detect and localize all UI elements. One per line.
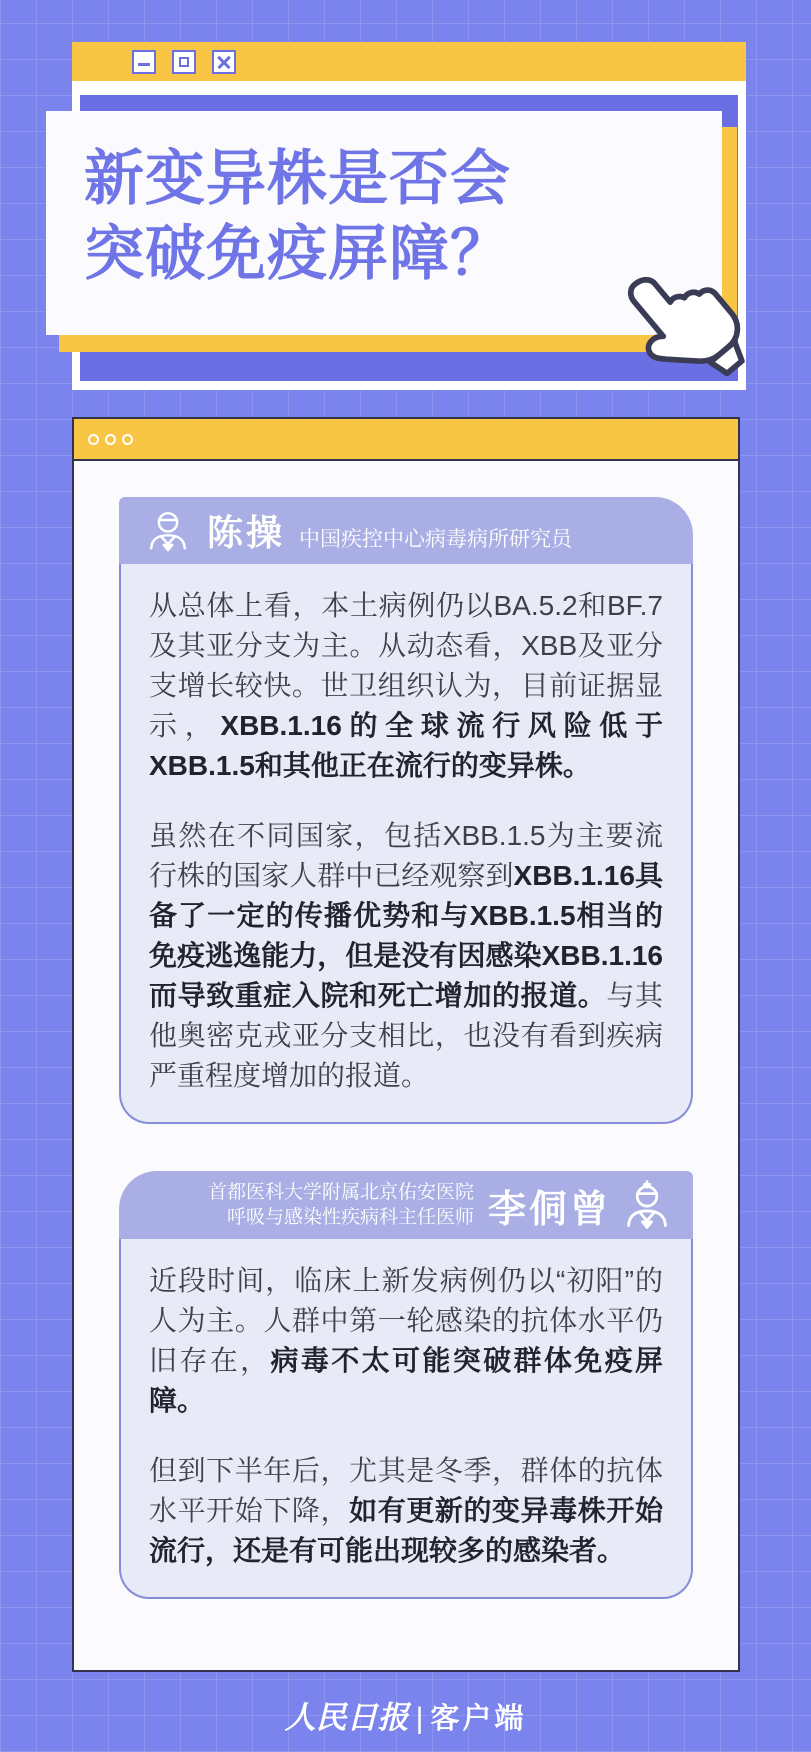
- speaker-name: 陈操: [207, 512, 286, 553]
- close-icon: [217, 55, 231, 69]
- maximize-icon: [179, 57, 189, 67]
- speech-bubble-chen-cao: [119, 564, 693, 1124]
- footer-brand: [0, 1692, 811, 1737]
- brand-client-label: 客户端: [430, 1703, 527, 1735]
- header-dot: [105, 434, 116, 445]
- hand-cursor-icon: [604, 258, 754, 406]
- speaker-affiliation-line-1: 首都医科大学附属北京佑安医院: [207, 1182, 474, 1203]
- header-dot: [122, 434, 133, 445]
- poster-title-line-1: 新变异株是否会: [84, 145, 511, 212]
- speaker-affiliation: [208, 1180, 474, 1230]
- window-titlebar: [72, 42, 746, 81]
- card-header: [74, 419, 738, 461]
- speech-bubble-li-tongzeng: [119, 1239, 693, 1599]
- doctor-icon: [145, 508, 191, 554]
- speaker-name: 李侗曾: [487, 1188, 611, 1231]
- maximize-button[interactable]: [172, 50, 196, 74]
- poster-title-line-2: 突破免疫屏障？: [84, 220, 511, 287]
- doctor-icon: [621, 1179, 673, 1231]
- paragraph: 但到下半年后，尤其是冬季，群体的抗体水平开始下降，如有更新的变异毒株开始流行，还是有可能出现较多的感染者。: [149, 1455, 663, 1566]
- speaker-badge-li-tongzeng: [119, 1171, 693, 1239]
- minimize-button[interactable]: [132, 50, 156, 74]
- speaker-affiliation: 中国疾控中心病毒病所研究员: [299, 527, 573, 551]
- paragraph: 从总体上看，本土病例仍以BA.5.2和BF.7及其亚分支为主。从动态看，XBB及亚分支增长较快。世卫组织认为，目前证据显示，XBB.1.16的全球流行风险低于XBB.1.5和其他正在流行的变异株。: [149, 590, 663, 781]
- speaker-affiliation-line-2: 呼吸与感染性疾病科主任医师: [226, 1207, 474, 1228]
- speaker-badge-chen-cao: [119, 497, 693, 564]
- card-body: [74, 461, 738, 1599]
- brand-divider: |: [415, 1702, 424, 1735]
- header-dot: [88, 434, 99, 445]
- paragraph: 近段时间，临床上新发病例仍以“初阳”的人为主。人群中第一轮感染的抗体水平仍旧存在，病毒不太可能突破群体免疫屏障。: [149, 1265, 663, 1416]
- peoples-daily-logo: 人民日报: [284, 1700, 409, 1736]
- content-card: [72, 417, 740, 1672]
- paragraph: 虽然在不同国家，包括XBB.1.5为主要流行株的国家人群中已经观察到XBB.1.16具备了一定的传播优势和与XBB.1.5相当的免疫逃逸能力，但是没有因感染XBB.1.16而导致重症入院和死亡增加的报道。与其他奥密克戎亚分支相比，也没有看到疾病严重程度增加的报道。: [149, 820, 663, 1091]
- close-button[interactable]: [212, 50, 236, 74]
- minimize-icon: [138, 63, 150, 66]
